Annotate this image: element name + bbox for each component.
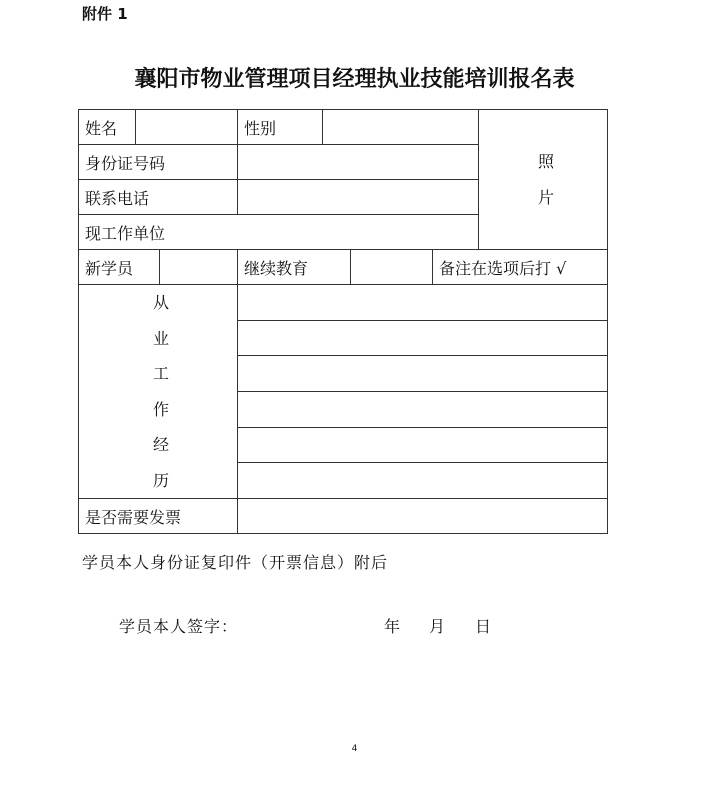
form-title: 襄阳市物业管理项目经理执业技能培训报名表 bbox=[134, 66, 575, 92]
signature-month: 月 bbox=[429, 617, 447, 636]
employer-field[interactable] bbox=[79, 215, 479, 250]
continuing-education-label: 继续教育 bbox=[238, 250, 351, 285]
signature-day: 日 bbox=[475, 617, 493, 636]
work-experience-line-3[interactable] bbox=[238, 356, 608, 392]
new-student-label: 新学员 bbox=[79, 250, 160, 285]
work-experience-line-5[interactable] bbox=[238, 427, 608, 463]
signature-label: 学员本人签字： bbox=[119, 617, 239, 636]
work-experience-line-1[interactable] bbox=[238, 285, 608, 321]
registration-form bbox=[78, 109, 608, 534]
id-copy-note: 学员本人身份证复印件（开票信息）附后 bbox=[82, 553, 389, 572]
new-student-check[interactable] bbox=[160, 250, 238, 285]
work-experience-line-6[interactable] bbox=[238, 463, 608, 499]
page-number: 4 bbox=[351, 744, 358, 754]
gender-field[interactable] bbox=[323, 110, 479, 145]
work-experience-char-1: 从 bbox=[152, 293, 169, 312]
photo-char-2: 片 bbox=[538, 187, 555, 207]
work-experience-line-4[interactable] bbox=[238, 391, 608, 427]
work-experience-char-3: 工 bbox=[152, 364, 169, 383]
remark-label: 备注在选项后打 √ bbox=[433, 250, 608, 285]
photo-box[interactable] bbox=[479, 110, 608, 250]
continuing-education-check[interactable] bbox=[351, 250, 433, 285]
employer-label: 现工作单位 bbox=[85, 223, 166, 243]
phone-field[interactable] bbox=[238, 180, 479, 215]
photo-char-1: 照 bbox=[538, 151, 555, 171]
name-field[interactable] bbox=[136, 110, 238, 145]
work-experience-label bbox=[79, 285, 238, 499]
work-experience-char-6: 历 bbox=[152, 470, 169, 490]
id-number-field[interactable] bbox=[238, 145, 479, 180]
work-experience-char-2: 业 bbox=[152, 328, 169, 348]
attachment-label: 附件 1 bbox=[82, 5, 128, 23]
work-experience-line-2[interactable] bbox=[238, 320, 608, 356]
work-experience-char-5: 经 bbox=[152, 435, 169, 454]
work-experience-char-4: 作 bbox=[152, 399, 169, 419]
name-label: 姓名 bbox=[79, 110, 136, 145]
invoice-field[interactable] bbox=[238, 499, 608, 534]
invoice-label: 是否需要发票 bbox=[79, 499, 238, 534]
id-number-label: 身份证号码 bbox=[79, 145, 238, 180]
phone-label: 联系电话 bbox=[79, 180, 238, 215]
gender-label: 性别 bbox=[238, 110, 323, 145]
signature-year: 年 bbox=[384, 617, 402, 636]
